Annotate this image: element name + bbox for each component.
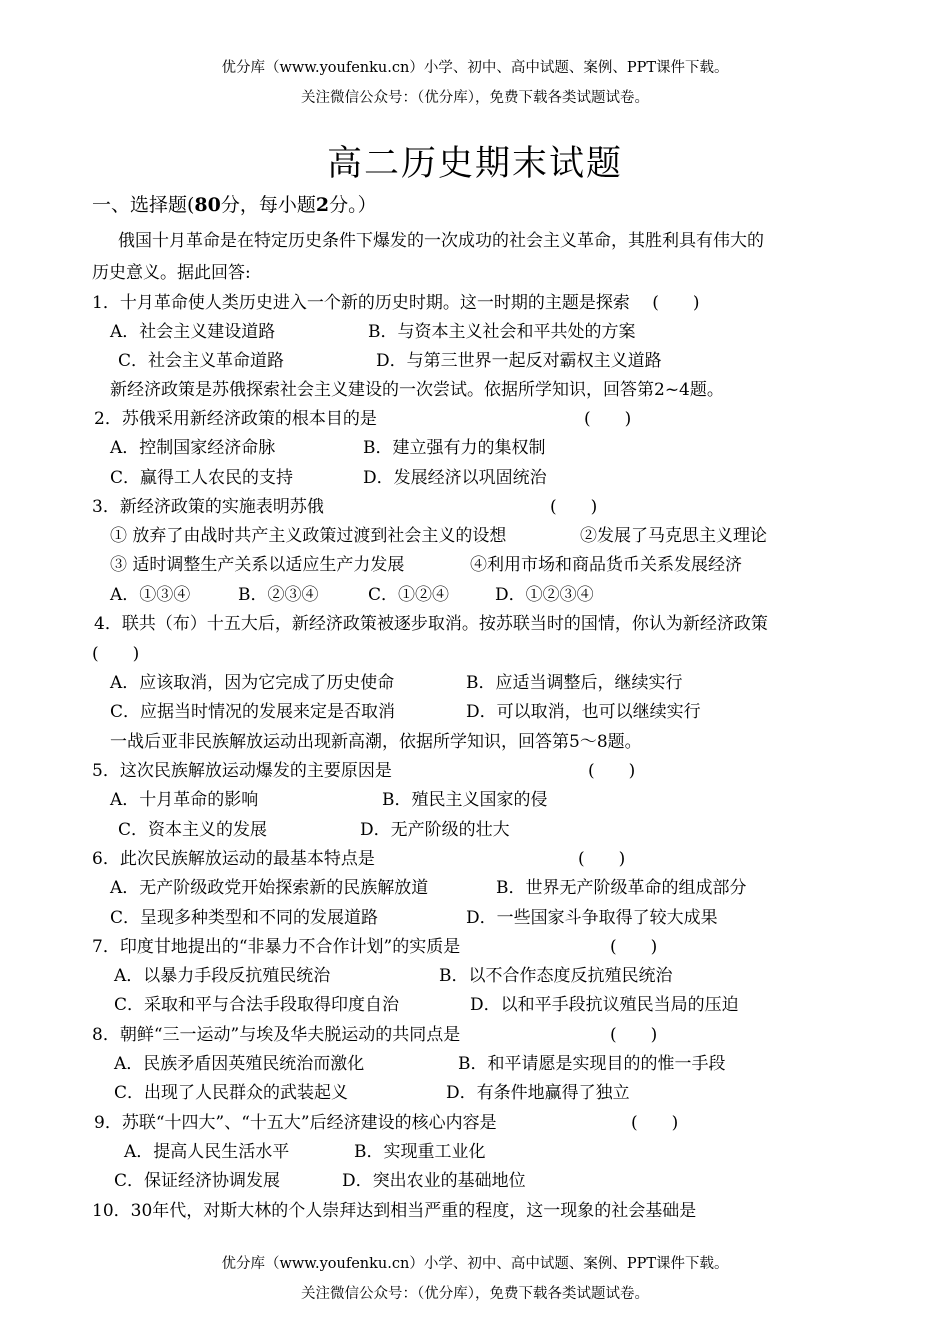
q3-statement-1: ① 放弃了由战时共产主义政策过渡到社会主义的设想 xyxy=(110,526,507,546)
q8-stem-row xyxy=(92,1020,852,1044)
q9-options-row-2 xyxy=(114,1166,874,1190)
q8-answer-paren: ( ) xyxy=(610,1025,658,1045)
q3-option-c: C．①②④ xyxy=(368,585,450,605)
q2-option-c: C．赢得工人农民的支持 xyxy=(110,468,294,488)
q9-option-c: C．保证经济协调发展 xyxy=(114,1171,281,1191)
q7-option-c: C．采取和平与合法手段取得印度自治 xyxy=(114,995,400,1015)
q8-option-d: D．有条件地赢得了独立 xyxy=(446,1083,630,1103)
q1-stem: 1．十月革命使人类历史进入一个新的历史时期。这一时期的主题是探索 ( ) xyxy=(92,293,700,313)
q1-option-a: A．社会主义建设道路 xyxy=(110,322,276,342)
q9-option-d: D．突出农业的基础地位 xyxy=(342,1171,526,1191)
q3-option-d: D．①②③④ xyxy=(495,585,594,605)
q2-option-a: A．控制国家经济命脉 xyxy=(110,438,276,458)
footer-line-2: 关注微信公众号：（优分库），免费下载各类试题试卷。 xyxy=(301,1286,649,1302)
q6-options-row-2 xyxy=(110,903,870,927)
page-title: 高二历史期末试题 xyxy=(326,144,623,184)
q3-option-a: A．①③④ xyxy=(110,585,191,605)
intro-3: 一战后亚非民族解放运动出现新高潮，依据所学知识，回答第5～8题。 xyxy=(110,732,642,752)
q5-option-b: B．殖民主义国家的侵 xyxy=(382,790,548,810)
q4-answer-paren: ( ) xyxy=(92,644,140,664)
q4-options-row-2 xyxy=(110,697,870,721)
q4-stem: 4．联共（布）十五大后，新经济政策被逐步取消。按苏联当时的国情，你认为新经济政策 xyxy=(94,614,768,634)
q6-option-c: C．呈现多种类型和不同的发展道路 xyxy=(110,908,379,928)
q9-stem-row xyxy=(94,1108,854,1132)
q7-options-row-2 xyxy=(114,990,874,1014)
q8-option-b: B．和平请愿是实现目的的惟一手段 xyxy=(458,1054,726,1074)
q2-option-d: D．发展经济以巩固统治 xyxy=(363,468,547,488)
q4-option-b: B．应适当调整后，继续实行 xyxy=(466,673,683,693)
q8-stem: 8．朝鲜“三一运动”与埃及华夫脱运动的共同点是 xyxy=(92,1025,461,1045)
q3-statement-4: ④利用市场和商品货币关系发展经济 xyxy=(470,555,742,575)
q1-option-b: B．与资本主义社会和平共处的方案 xyxy=(368,322,636,342)
q5-answer-paren: ( ) xyxy=(588,761,636,781)
footer-line-1: 优分库（www.youfenku.cn）小学、初中、高中试题、案例、PPT课件下载。 xyxy=(221,1256,729,1272)
q2-option-b: B．建立强有力的集权制 xyxy=(363,438,546,458)
q6-option-d: D．一些国家斗争取得了较大成果 xyxy=(466,908,718,928)
q5-options-row-2 xyxy=(118,815,878,839)
section-prefix: 一、选择题( xyxy=(92,194,195,216)
section-score: 80 xyxy=(194,194,221,216)
q9-stem: 9．苏联“十四大”、“十五大”后经济建设的核心内容是 xyxy=(94,1113,497,1133)
q3-statement-3: ③ 适时调整生产关系以适应生产力发展 xyxy=(110,555,405,575)
q6-stem: 6．此次民族解放运动的最基本特点是 xyxy=(92,849,375,869)
q4-option-a: A．应该取消，因为它完成了历史使命 xyxy=(110,673,395,693)
q9-option-a: A．提高人民生活水平 xyxy=(124,1142,290,1162)
q4-options-row-1 xyxy=(110,668,870,692)
header-line-1: 优分库（www.youfenku.cn）小学、初中、高中试题、案例、PPT课件下载。 xyxy=(221,60,729,76)
q2-answer-paren: ( ) xyxy=(584,409,632,429)
q5-option-a: A．十月革命的影响 xyxy=(110,790,259,810)
intro-1-line-1: 俄国十月革命是在特定历史条件下爆发的一次成功的社会主义革命，其胜利具有伟大的 xyxy=(118,231,764,251)
q8-option-a: A．民族矛盾因英殖民统治而激化 xyxy=(114,1054,365,1074)
q4-option-c: C．应据当时情况的发展来定是否取消 xyxy=(110,702,396,722)
q3-stem-row xyxy=(92,492,852,516)
q3-answer-paren: ( ) xyxy=(550,497,598,517)
q5-stem: 5．这次民族解放运动爆发的主要原因是 xyxy=(92,761,392,781)
q7-stem: 7．印度甘地提出的“非暴力不合作计划”的实质是 xyxy=(92,937,461,957)
intro-1-line-2: 历史意义。据此回答: xyxy=(92,263,251,283)
q6-options-row-1 xyxy=(110,873,870,897)
q3-statement-2: ②发展了马克思主义理论 xyxy=(580,526,767,546)
q8-options-row-2 xyxy=(114,1078,874,1102)
q6-answer-paren: ( ) xyxy=(578,849,626,869)
q9-options-row-1 xyxy=(124,1137,884,1161)
q8-option-c: C．出现了人民群众的武装起义 xyxy=(114,1083,349,1103)
q5-options-row-1 xyxy=(110,785,870,809)
q3-option-b: B．②③④ xyxy=(238,585,319,605)
q10-stem: 10．30年代，对斯大林的个人崇拜达到相当严重的程度，这一现象的社会基础是 xyxy=(92,1201,697,1221)
q8-options-row-1 xyxy=(114,1049,874,1073)
q3-options-row xyxy=(110,580,870,604)
q1-options-row-2 xyxy=(118,346,878,370)
section-heading xyxy=(92,190,377,217)
q2-stem-row xyxy=(94,404,854,428)
q7-stem-row xyxy=(92,932,852,956)
section-each: 2 xyxy=(315,194,330,216)
q3-statements-row-1 xyxy=(110,521,870,545)
q7-option-d: D．以和平手段抗议殖民当局的压迫 xyxy=(470,995,739,1015)
q4-option-d: D．可以取消，也可以继续实行 xyxy=(466,702,701,722)
q2-options-row-2 xyxy=(110,463,870,487)
q6-option-a: A．无产阶级政党开始探索新的民族解放道 xyxy=(110,878,429,898)
q6-stem-row xyxy=(92,844,852,868)
q9-option-b: B．实现重工业化 xyxy=(354,1142,486,1162)
q7-answer-paren: ( ) xyxy=(610,937,658,957)
section-suffix: 分。） xyxy=(329,194,377,216)
q2-options-row-1 xyxy=(110,433,870,457)
q1-options-row-1 xyxy=(110,317,870,341)
header-line-2: 关注微信公众号：（优分库），免费下载各类试题试卷。 xyxy=(301,90,649,106)
section-mid: 分，每小题 xyxy=(220,194,316,216)
q6-option-b: B．世界无产阶级革命的组成部分 xyxy=(496,878,747,898)
q1-option-c: C．社会主义革命道路 xyxy=(118,351,285,371)
q5-stem-row xyxy=(92,756,852,780)
q2-stem: 2．苏俄采用新经济政策的根本目的是 xyxy=(94,409,377,429)
q7-options-row-1 xyxy=(114,961,874,985)
q3-stem: 3．新经济政策的实施表明苏俄 xyxy=(92,497,324,517)
q7-option-b: B．以不合作态度反抗殖民统治 xyxy=(439,966,673,986)
q7-option-a: A．以暴力手段反抗殖民统治 xyxy=(114,966,331,986)
q3-statements-row-2 xyxy=(110,550,870,574)
q5-option-d: D．无产阶级的壮大 xyxy=(360,820,510,840)
q1-option-d: D．与第三世界一起反对霸权主义道路 xyxy=(376,351,662,371)
intro-2: 新经济政策是苏俄探索社会主义建设的一次尝试。依据所学知识，回答第2~4题。 xyxy=(110,380,724,400)
q5-option-c: C．资本主义的发展 xyxy=(118,820,268,840)
q9-answer-paren: ( ) xyxy=(631,1113,679,1133)
